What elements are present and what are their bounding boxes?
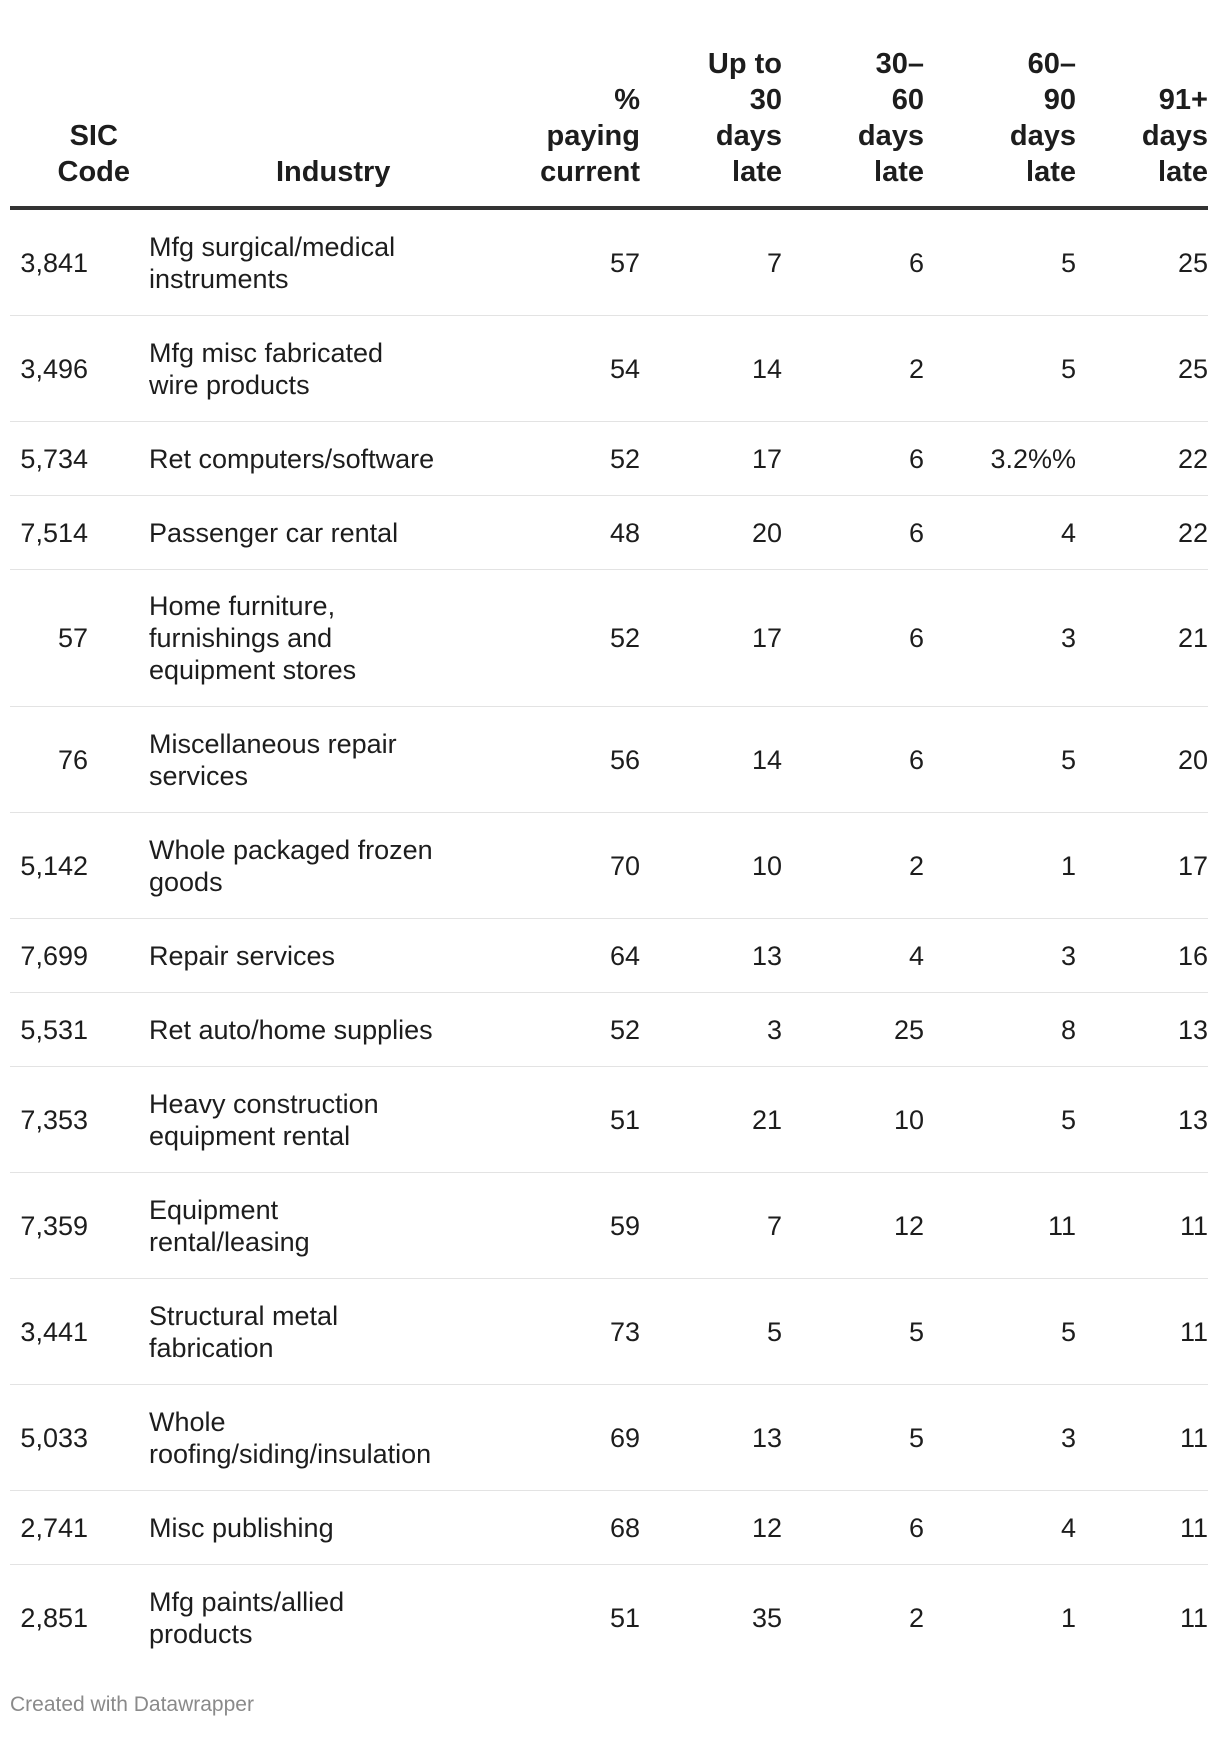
header-label-line: paying xyxy=(546,120,640,152)
header-industry xyxy=(130,0,450,208)
header-label xyxy=(58,118,131,190)
header-label-line: late xyxy=(732,156,782,188)
industry-label xyxy=(149,1512,334,1544)
cell-paying-current: 51 xyxy=(609,1602,640,1633)
header-label-line: 60– xyxy=(1027,48,1076,80)
header-paying-current xyxy=(450,0,640,208)
cell-up-to-30: 20 xyxy=(640,496,782,570)
cell-91-plus: 22 xyxy=(1076,422,1208,496)
industry-label xyxy=(149,443,434,475)
cell-sic-code: 7,353 xyxy=(10,1067,130,1173)
cell-sic-code: 76 xyxy=(10,707,130,813)
cell-paying-current: 57 xyxy=(450,208,640,316)
industry-label xyxy=(149,834,433,898)
cell-91-plus: 13 xyxy=(1076,993,1208,1067)
header-up-to-30 xyxy=(640,0,782,208)
table-row xyxy=(10,1491,1208,1565)
cell-30-60: 10 xyxy=(782,1067,924,1173)
header-label-line: late xyxy=(874,156,924,188)
cell-up-to-30: 7 xyxy=(640,1173,782,1279)
cell-60-90: 1 xyxy=(924,813,1076,919)
industry-label-line: Mfg misc fabricated xyxy=(149,337,384,368)
industry-label-line: Repair services xyxy=(149,940,336,971)
cell-91-plus: 25 xyxy=(1076,208,1208,316)
cell-30-60: 5 xyxy=(782,1385,924,1491)
cell-up-to-30: 13 xyxy=(640,919,782,993)
cell-91-plus: 13 xyxy=(1076,1067,1208,1173)
cell-60-90: 8 xyxy=(924,993,1076,1067)
industry-label-line: equipment stores xyxy=(149,655,357,685)
cell-industry xyxy=(130,1173,450,1279)
header-label-line: Up to xyxy=(707,48,782,80)
cell-sic-code: 3,441 xyxy=(10,1279,130,1385)
cell-91-plus: 11 xyxy=(1076,1279,1208,1385)
header-label-line: 30 xyxy=(749,84,782,116)
cell-up-to-30: 13 xyxy=(640,1385,782,1491)
cell-industry xyxy=(130,707,450,813)
cell-60-90: 3 xyxy=(924,919,1076,993)
cell-paying-current: 54 xyxy=(450,316,640,422)
industry-label-line: Whole packaged frozen xyxy=(149,834,433,865)
cell-industry xyxy=(130,1385,450,1491)
header-label-line: 60 xyxy=(891,84,924,116)
cell-60-90: 11 xyxy=(924,1173,1076,1279)
industry-label-line: furnishings and xyxy=(149,623,333,653)
header-sic-code xyxy=(10,0,130,208)
header-label-line: days xyxy=(715,120,782,152)
cell-91-plus: 20 xyxy=(1076,707,1208,813)
cell-sic-code: 5,734 xyxy=(10,422,130,496)
industry-label-line: Whole xyxy=(149,1406,226,1437)
cell-paying-current: 51 xyxy=(450,1067,640,1173)
industry-label-line: Equipment xyxy=(149,1194,279,1225)
data-table-wrapper xyxy=(10,0,1208,1670)
table-row xyxy=(10,813,1208,919)
cell-30-60: 6 xyxy=(782,496,924,570)
industry-label-line: Structural metal xyxy=(149,1300,339,1331)
cell-30-60: 5 xyxy=(782,1279,924,1385)
cell-up-to-30: 5 xyxy=(640,1279,782,1385)
cell-60-90: 5 xyxy=(924,1279,1076,1385)
header-label-line: late xyxy=(1026,156,1076,188)
industry-label-line: Ret auto/home supplies xyxy=(149,1014,433,1045)
cell-60-90: 1 xyxy=(1060,1602,1076,1633)
industry-label-line: equipment rental xyxy=(149,1120,351,1151)
cell-91-plus: 11 xyxy=(1179,1602,1208,1633)
header-label-line: 90 xyxy=(1043,84,1076,116)
industry-label xyxy=(149,1300,338,1364)
cell-paying-current: 64 xyxy=(450,919,640,993)
industry-label-line: Mfg surgical/medical xyxy=(149,231,396,262)
industry-label-line: Passenger car rental xyxy=(149,517,399,548)
cell-sic-code: 3,841 xyxy=(10,208,130,316)
cell-91-plus: 11 xyxy=(1076,1491,1208,1565)
table-row xyxy=(10,707,1208,813)
cell-60-90: 5 xyxy=(924,316,1076,422)
cell-up-to-30: 10 xyxy=(640,813,782,919)
industry-label xyxy=(149,517,398,549)
header-label xyxy=(858,46,924,190)
table-row xyxy=(10,570,1208,707)
cell-sic-code: 5,142 xyxy=(10,813,130,919)
industry-label-line: Ret computers/software xyxy=(149,443,435,474)
industry-label-line: goods xyxy=(149,866,223,897)
cell-91-plus: 11 xyxy=(1076,1173,1208,1279)
cell-sic-code: 7,514 xyxy=(10,496,130,570)
cell-sic-code: 57 xyxy=(10,570,130,707)
cell-paying-current: 52 xyxy=(450,422,640,496)
table-row xyxy=(10,919,1208,993)
header-label-line: Code xyxy=(57,156,130,188)
header-label xyxy=(540,82,640,190)
cell-industry xyxy=(130,1279,450,1385)
cell-paying-current: 69 xyxy=(450,1385,640,1491)
cell-up-to-30: 7 xyxy=(640,208,782,316)
header-row xyxy=(10,0,1208,208)
header-label xyxy=(1142,82,1208,190)
cell-91-plus: 16 xyxy=(1076,919,1208,993)
cell-up-to-30: 14 xyxy=(640,707,782,813)
industry-label-line: Heavy construction xyxy=(149,1088,379,1119)
header-30-60 xyxy=(782,0,924,208)
header-91-plus xyxy=(1076,0,1208,208)
cell-up-to-30: 21 xyxy=(640,1067,782,1173)
industry-label xyxy=(149,940,335,972)
industry-label xyxy=(149,231,395,295)
industry-label xyxy=(149,1014,433,1046)
cell-paying-current: 73 xyxy=(450,1279,640,1385)
industry-label-line: products xyxy=(149,1618,253,1649)
cell-paying-current: 59 xyxy=(450,1173,640,1279)
cell-91-plus: 25 xyxy=(1076,316,1208,422)
cell-industry xyxy=(130,208,450,316)
cell-industry xyxy=(130,422,450,496)
industry-label-line: roofing/siding/insulation xyxy=(149,1438,432,1469)
header-label-line: SIC xyxy=(69,120,118,152)
cell-60-90: 4 xyxy=(924,1491,1076,1565)
industry-label xyxy=(149,337,383,401)
footer-credit: Created with Datawrapper xyxy=(10,1693,254,1716)
cell-up-to-30: 14 xyxy=(640,316,782,422)
header-label-line: 91+ xyxy=(1158,84,1208,116)
cell-sic-code: 2,851 xyxy=(20,1602,88,1633)
industry-label xyxy=(149,728,397,792)
header-label-line: 30– xyxy=(875,48,924,80)
cell-industry xyxy=(130,570,450,707)
cell-30-60: 2 xyxy=(782,316,924,422)
cell-91-plus: 11 xyxy=(1076,1385,1208,1491)
cell-paying-current: 52 xyxy=(450,570,640,707)
industry-label xyxy=(149,590,356,686)
cell-up-to-30: 12 xyxy=(640,1491,782,1565)
cell-60-90: 3 xyxy=(924,570,1076,707)
table-row xyxy=(10,496,1208,570)
cell-paying-current: 56 xyxy=(450,707,640,813)
cell-91-plus: 17 xyxy=(1076,813,1208,919)
header-label-line: days xyxy=(857,120,924,152)
cell-industry xyxy=(130,316,450,422)
header-60-90 xyxy=(924,0,1076,208)
table-row xyxy=(10,1279,1208,1385)
cell-industry xyxy=(130,1565,450,1671)
cell-up-to-30: 17 xyxy=(640,422,782,496)
cell-30-60: 6 xyxy=(782,1491,924,1565)
cell-30-60: 6 xyxy=(782,570,924,707)
header-label-line: Industry xyxy=(276,156,391,188)
cell-sic-code: 7,359 xyxy=(10,1173,130,1279)
cell-sic-code: 3,496 xyxy=(10,316,130,422)
cell-sic-code: 5,531 xyxy=(10,993,130,1067)
industry-label-line: wire products xyxy=(149,369,310,400)
cell-paying-current: 48 xyxy=(450,496,640,570)
header-label-line: days xyxy=(1009,120,1076,152)
cell-91-plus: 22 xyxy=(1076,496,1208,570)
header-label xyxy=(1010,46,1076,190)
industry-label-line: Home furniture, xyxy=(149,591,336,621)
cell-up-to-30: 35 xyxy=(751,1602,782,1633)
industry-label-line: instruments xyxy=(149,263,289,294)
cell-30-60: 6 xyxy=(782,422,924,496)
industry-label-line: rental/leasing xyxy=(149,1226,310,1257)
header-label-line: % xyxy=(614,84,640,116)
cell-30-60: 12 xyxy=(782,1173,924,1279)
cell-sic-code: 2,741 xyxy=(10,1491,130,1565)
industry-label-line: fabrication xyxy=(149,1332,274,1363)
cell-sic-code: 5,033 xyxy=(10,1385,130,1491)
table-row xyxy=(10,208,1208,316)
cell-industry xyxy=(130,919,450,993)
industry-label-line: Misc publishing xyxy=(149,1512,334,1543)
industry-label xyxy=(149,1586,344,1650)
header-label xyxy=(708,46,782,190)
industry-label xyxy=(149,1406,431,1470)
cell-industry xyxy=(130,1491,450,1565)
cell-60-90: 4 xyxy=(924,496,1076,570)
table-body xyxy=(10,208,1208,1670)
header-label-line: current xyxy=(540,156,640,188)
cell-60-90: 3 xyxy=(924,1385,1076,1491)
cell-30-60: 2 xyxy=(908,1602,924,1633)
table-row xyxy=(10,993,1208,1067)
industry-label xyxy=(149,1194,310,1258)
industry-label-line: Miscellaneous repair xyxy=(149,728,397,759)
cell-30-60: 4 xyxy=(782,919,924,993)
header-label-line: late xyxy=(1158,156,1208,188)
cell-60-90: 5 xyxy=(924,707,1076,813)
header-label xyxy=(276,154,390,190)
header-label-line: days xyxy=(1141,120,1208,152)
table-row xyxy=(10,422,1208,496)
table-row xyxy=(10,1067,1208,1173)
cell-sic-code: 7,699 xyxy=(10,919,130,993)
cell-30-60: 6 xyxy=(782,707,924,813)
cell-30-60: 6 xyxy=(782,208,924,316)
table-row xyxy=(10,1385,1208,1491)
data-table xyxy=(10,0,1208,1670)
cell-paying-current: 70 xyxy=(450,813,640,919)
industry-label-line: Mfg paints/allied xyxy=(149,1586,345,1617)
table-row xyxy=(10,1565,1208,1671)
cell-91-plus: 21 xyxy=(1076,570,1208,707)
cell-industry xyxy=(130,1067,450,1173)
cell-industry xyxy=(130,813,450,919)
cell-60-90: 5 xyxy=(924,208,1076,316)
cell-30-60: 25 xyxy=(782,993,924,1067)
cell-up-to-30: 17 xyxy=(640,570,782,707)
industry-label-line: services xyxy=(149,760,249,791)
table-row xyxy=(10,1173,1208,1279)
cell-industry xyxy=(130,993,450,1067)
table-row xyxy=(10,316,1208,422)
industry-label xyxy=(149,1088,379,1152)
cell-up-to-30: 3 xyxy=(640,993,782,1067)
cell-paying-current: 68 xyxy=(450,1491,640,1565)
cell-60-90: 3.2%% xyxy=(924,422,1076,496)
cell-60-90: 5 xyxy=(924,1067,1076,1173)
cell-30-60: 2 xyxy=(782,813,924,919)
cell-industry xyxy=(130,496,450,570)
cell-paying-current: 52 xyxy=(450,993,640,1067)
